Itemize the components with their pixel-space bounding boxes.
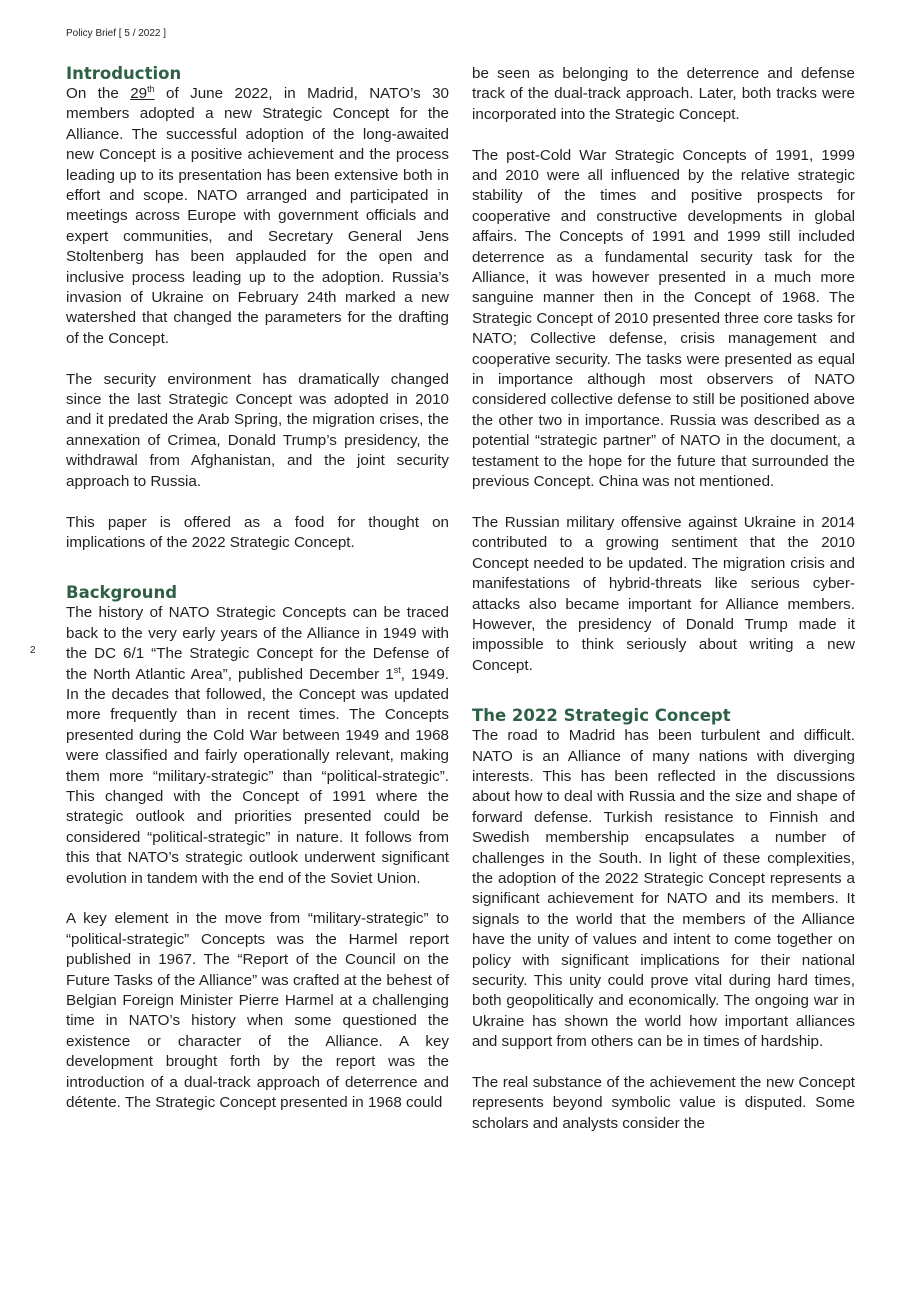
intro-p1-after: of June 2022, in Madrid, NATO’s 30 members adopted a new Strategic Concept for the Alliance. The successful adoption of the long-awaited new Concept is a positive achievement and the process leading up to its presentation has been extensive both in effort and scope. NATO arranged and participated in meetings across Europe with government officials and expert communities, and Secretary General Jens Stoltenberg has been applauded for the open and inclusive process leading up to the adoption. Russia’s invasion of Ukraine on February 24th marked a new watershed that changed the parameters for the drafting of the Concept. — [66, 85, 450, 347]
right-column — [472, 64, 855, 1134]
intro-p1-day-number: 29 — [130, 85, 148, 102]
background-paragraph-2-continued: be seen as belonging to the deterrence and defense track of the dual-track approach. Later, both tracks were incorporated into the Strategic Concept. — [472, 65, 855, 123]
introduction-paragraph-1 — [66, 84, 449, 349]
introduction-paragraph-3: This paper is offered as a food for thought on implications of the 2022 Strategic Concept. — [66, 513, 449, 551]
background-paragraph-2: A key element in the move from “military-strategic” to “political-strategic” Concepts was the Harmel report published in 1967. The “Report of the Council on the Future Tasks of the Alliance” was crafted at the behest of Belgian Foreign Minister Pierre Harmel at a challenging time in NATO’s history when some questioned the existence or character of the Alliance. A key development brought forth by the report was the introduction of a dual-track approach of deterrence and détente. The Strategic Concept presented in 1968 could — [66, 910, 449, 1112]
background-paragraph-1 — [66, 603, 449, 889]
page-number: 2 — [30, 645, 36, 656]
left-column — [66, 64, 449, 1113]
background-paragraph-3: The post-Cold War Strategic Concepts of 1991, 1999 and 2010 were all influenced by the relative strategic stability of the times and positive prospects for cooperative and constructive developments in global affairs. The Concepts of 1991 and 1999 still included deterrence as a fundamental security task for the Alliance, it was however presented in a much more sanguine manner then in the Concept of 1968. The Strategic Concept of 2010 presented three core tasks for NATO; Collective defense, crisis management and cooperative security. The tasks were presented as equal in importance although most observers of NATO considered collective defense to still be positioned above the other two in importance. Russia was described as a potential “strategic partner” of NATO in the document, a testament to the hope for the future that surrounded the previous Concept. China was not mentioned. — [472, 146, 855, 491]
intro-p1-day-sup: th — [147, 83, 155, 94]
bg-p1-sup: st — [393, 664, 401, 675]
running-header: Policy Brief [ 5 / 2022 ] — [66, 28, 167, 39]
introduction-heading: Introduction — [66, 64, 182, 83]
intro-p1-before: On the — [66, 85, 131, 102]
introduction-paragraph-2: The security environment has dramatically changed since the last Strategic Concept was adopted in 2010 and it predated the Arab Spring, the migration crises, the annexation of Crimea, Donald Trump’s presidency, the withdrawal from Afghanistan, and the joint security approach to Russia. — [66, 370, 449, 490]
concept-2022-heading: The 2022 Strategic Concept — [472, 706, 731, 726]
background-paragraph-4: The Russian military offensive against Ukraine in 2014 contributed to a growing sentiment that the 2010 Concept needed to be updated. The migration crisis and manifestations of hybrid-threats like serious cyber-attacks also became important for Alliance members. However, the presidency of Donald Trump made it impossible to think seriously about writing a new Concept. — [472, 513, 855, 674]
concept-2022-paragraph-2: The real substance of the achievement the new Concept represents beyond symbolic value is disputed. Some scholars and analysts consider the — [472, 1074, 855, 1132]
bg-p1-before: The history of NATO Strategic Concepts can be traced back to the very early years of the Alliance in 1949 with the DC 6/1 “The Strategic Concept for the Defense of the North Atlantic Area”, published December 1 — [66, 604, 449, 683]
intro-p1-day — [130, 85, 154, 102]
concept-2022-paragraph-1: The road to Madrid has been turbulent and difficult. NATO is an Alliance of many nations with diverging interests. This has been reflected in the discussions about how to deal with Russia and the size and shape of forward defense. Turkish resistance to Finnish and Swedish membership encapsulates a number of challenges in the South. In light of these complexities, the adoption of the 2022 Strategic Concept represents a significant achievement for NATO and its members. It signals to the world that the members of the Alliance have the unity of values and intent to come together on policy with significant implications for their national security. This unity could prove vital during hard times, both geopolitically and economically. The ongoing war in Ukraine has shown the world how important alliances and support from others can be in times of hardship. — [472, 727, 855, 1051]
bg-p1-after: , 1949. In the decades that followed, the Concept was updated more frequently than in recent times. The Concepts presented during the Cold War between 1949 and 1968 were classified and fairly operationally relevant, making them more “military-strategic” than “political-strategic”. This changed with the Concept of 1991 where the strategic outlook and priorities presented could be considered “political-strategic” in nature. It follows from this that NATO’s strategic outlook underwent significant evolution in tandem with the end of the Soviet Union. — [66, 665, 449, 887]
background-heading: Background — [66, 583, 178, 603]
